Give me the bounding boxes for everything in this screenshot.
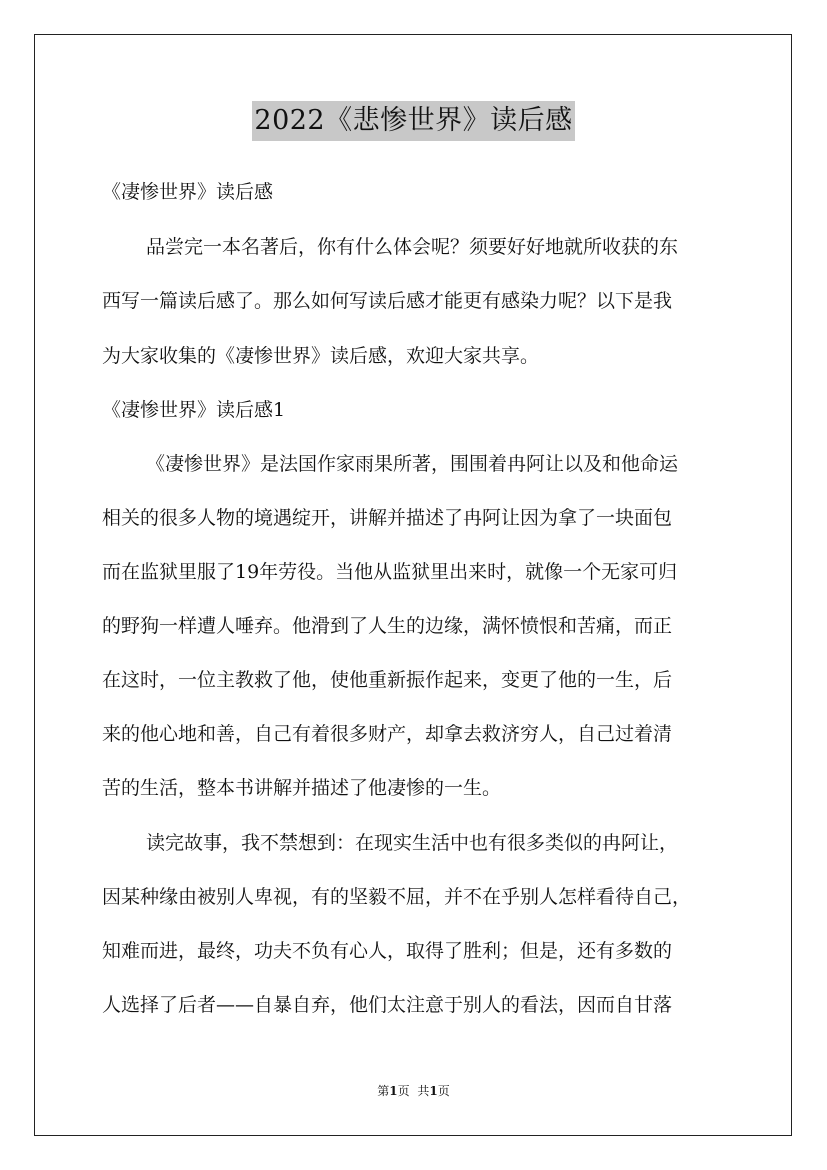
text-line: 为大家收集的《凄惨世界》读后感，欢迎大家共享。 [102,345,540,367]
text-line: 因某种缘由被别人卑视，有的坚毅不屈，并不在乎别人怎样看待自己， [102,886,692,908]
text-line: 来的他心地和善，自己有着很多财产，却拿去救济穷人，自己过着清 [102,723,673,745]
total-pages: 1 [429,1084,438,1098]
page-prefix: 第 [377,1084,390,1098]
text-line: 读完故事，我不禁想到：在现实生活中也有很多类似的冉阿让， [146,832,679,854]
text-line: 而在监狱里服了19年劳役。当他从监狱里出来时，就像一个无家可归 [102,561,678,583]
text-line: 西写一篇读后感了。那么如何写读后感才能更有感染力呢？以下是我 [102,290,673,312]
text-line: 在这时，一位主教救了他，使他重新振作起来，变更了他的一生，后 [102,669,673,691]
section-heading: 《凄惨世界》读后感1 [102,399,286,421]
text-line: 知难而进，最终，功夫不负有心人，取得了胜利；但是，还有多数的 [102,940,673,962]
total-prefix: 共 [417,1084,430,1098]
text-line: 苦的生活，整本书讲解并描述了他凄惨的一生。 [102,777,502,799]
text-line: 品尝完一本名著后，你有什么体会呢？须要好好地就所收获的东 [146,236,679,258]
page-footer [0,1083,827,1099]
text-line: 人选择了后者——自暴自弃，他们太注意于别人的看法，因而自甘落 [102,994,673,1016]
text-line: 的野狗一样遭人唾弃。他滑到了人生的边缘，满怀愤恨和苦痛，而正 [102,615,673,637]
total-suffix: 页 [437,1084,450,1098]
page-number: 1 [389,1084,398,1098]
section-heading: 《凄惨世界》读后感 [102,181,274,203]
text-line: 相关的很多人物的境遇绽开，讲解并描述了冉阿让因为拿了一块面包 [102,507,673,529]
page-suffix: 页 [397,1084,410,1098]
title-container [0,101,827,141]
document-title: 2022《悲惨世界》读后感 [252,101,574,141]
text-line: 《凄惨世界》是法国作家雨果所著，围围着冉阿让以及和他命运 [146,453,679,475]
